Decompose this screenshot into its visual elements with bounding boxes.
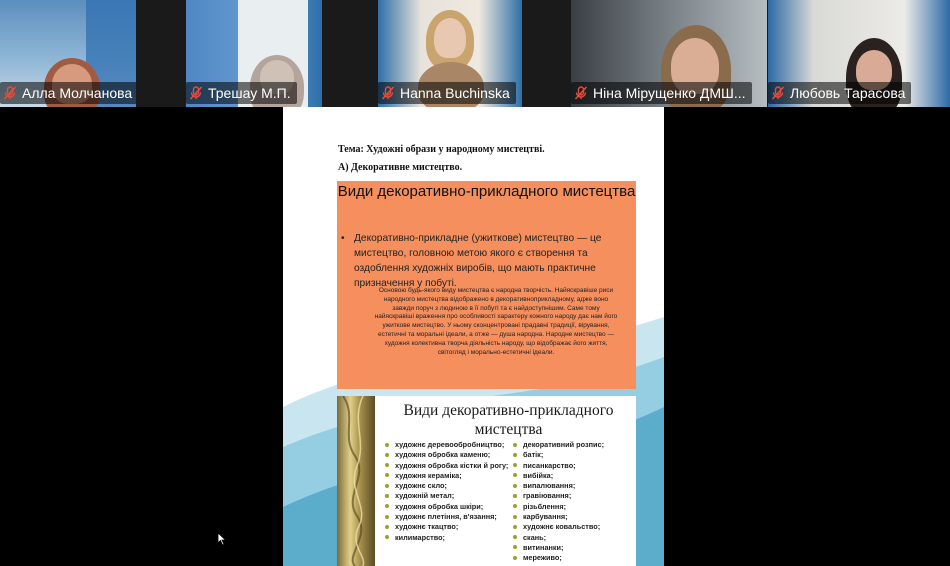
participant-name: Трешау М.П. [208, 85, 291, 101]
types-list-item: вибійка; [511, 471, 636, 481]
muted-mic-icon [771, 86, 785, 100]
participant-tile-1[interactable] [0, 0, 136, 107]
participant-tile-5[interactable] [768, 0, 950, 107]
slide-topic: Тема: Художні образи у народному мистецтві. [338, 144, 545, 155]
muted-mic-icon [3, 86, 17, 100]
bullet-text: Декоративно-прикладне (ужиткове) мистецтво — це мистецтво, головною метою якого є створення та оздоблення художніх виробів, що мають практичне призначення у побуті. [354, 233, 602, 289]
types-list-item: різьблення; [511, 502, 636, 512]
muted-mic-icon [189, 86, 203, 100]
participant-name: Ніна Мірущенко ДМШ... [593, 85, 746, 101]
participant-name-bar [571, 82, 752, 104]
orange-info-box [337, 181, 636, 389]
participant-name: Любовь Тарасова [790, 85, 906, 101]
types-list-item: художня обробка кістки й рогу; [383, 461, 511, 471]
participant-tile-4[interactable] [571, 0, 767, 107]
mouse-cursor-icon [218, 533, 226, 545]
slide-section: А) Декоративне мистецтво. [338, 162, 463, 173]
types-list-item: скань; [511, 533, 636, 543]
types-list-item: художнє ткацтво; [383, 522, 511, 532]
shared-screen [283, 107, 664, 566]
participant-strip [0, 0, 950, 107]
participant-name: Hanna Buchinska [400, 85, 510, 101]
types-list-item: гравіювання; [511, 491, 636, 501]
participant-name-bar [768, 82, 911, 104]
types-list-item: художнє плетіння, в'язання; [383, 512, 511, 522]
types-list-item: художнє деревообробництво; [383, 440, 511, 450]
participant-name-bar [0, 82, 136, 104]
types-list-item: витинанки; [511, 543, 636, 553]
types-list-item: мереживо; [511, 553, 636, 563]
participant-name: Алла Молчанова [22, 85, 133, 101]
types-card [337, 396, 636, 566]
orange-box-title: Види декоративно-прикладного мистецтва [337, 183, 636, 200]
orange-box-bullet [341, 231, 616, 291]
types-list-item: карбування; [511, 512, 636, 522]
bullet-icon: • [341, 233, 345, 244]
orange-box-paragraph: Основою будь-якого виду мистецтва є народна творчість. Найяскравіше риси народного мистецтва відображено в декоративноприкладному, адже воно завжди поруч з людиною в її побуті та є найдоступнішим. Саме тому найяскравіші враження про особливості характеру кожного народу дає нам його ужиткове мистецтво. У ньому сконцентровані прадавні традиції, вірування, естетичні та моральні ідеали, а отже — душа народна. Народне мистецтво — художня колективна творча діяльність народу, що відображає його життя, світогляд і морально-естетичні ідеали. [374, 287, 618, 356]
types-list-item: художнє скло; [383, 481, 511, 491]
types-list-item: художня обробка шкіри; [383, 502, 511, 512]
types-list-item: батік; [511, 450, 636, 460]
participant-tile-3[interactable] [378, 0, 522, 107]
participant-name-bar [186, 82, 297, 104]
muted-mic-icon [574, 86, 588, 100]
participant-name-bar [378, 82, 516, 104]
gold-column-decoration [337, 396, 375, 566]
muted-mic-icon [381, 86, 395, 100]
types-list-left [383, 440, 511, 543]
types-list-item: декоративний розпис; [511, 440, 636, 450]
types-list-item: писанкарство; [511, 461, 636, 471]
types-list-item: художня обробка каменю; [383, 450, 511, 460]
types-list-item: художнє ковальство; [511, 522, 636, 532]
types-card-title: Види декоративно-прикладного мистецтва [403, 402, 614, 438]
participant-tile-2[interactable] [186, 0, 322, 107]
types-list-item: художня кераміка; [383, 471, 511, 481]
types-list-item: випалювання; [511, 481, 636, 491]
types-list-right [511, 440, 636, 564]
types-list-item: художній метал; [383, 491, 511, 501]
types-list-item: килимарство; [383, 533, 511, 543]
